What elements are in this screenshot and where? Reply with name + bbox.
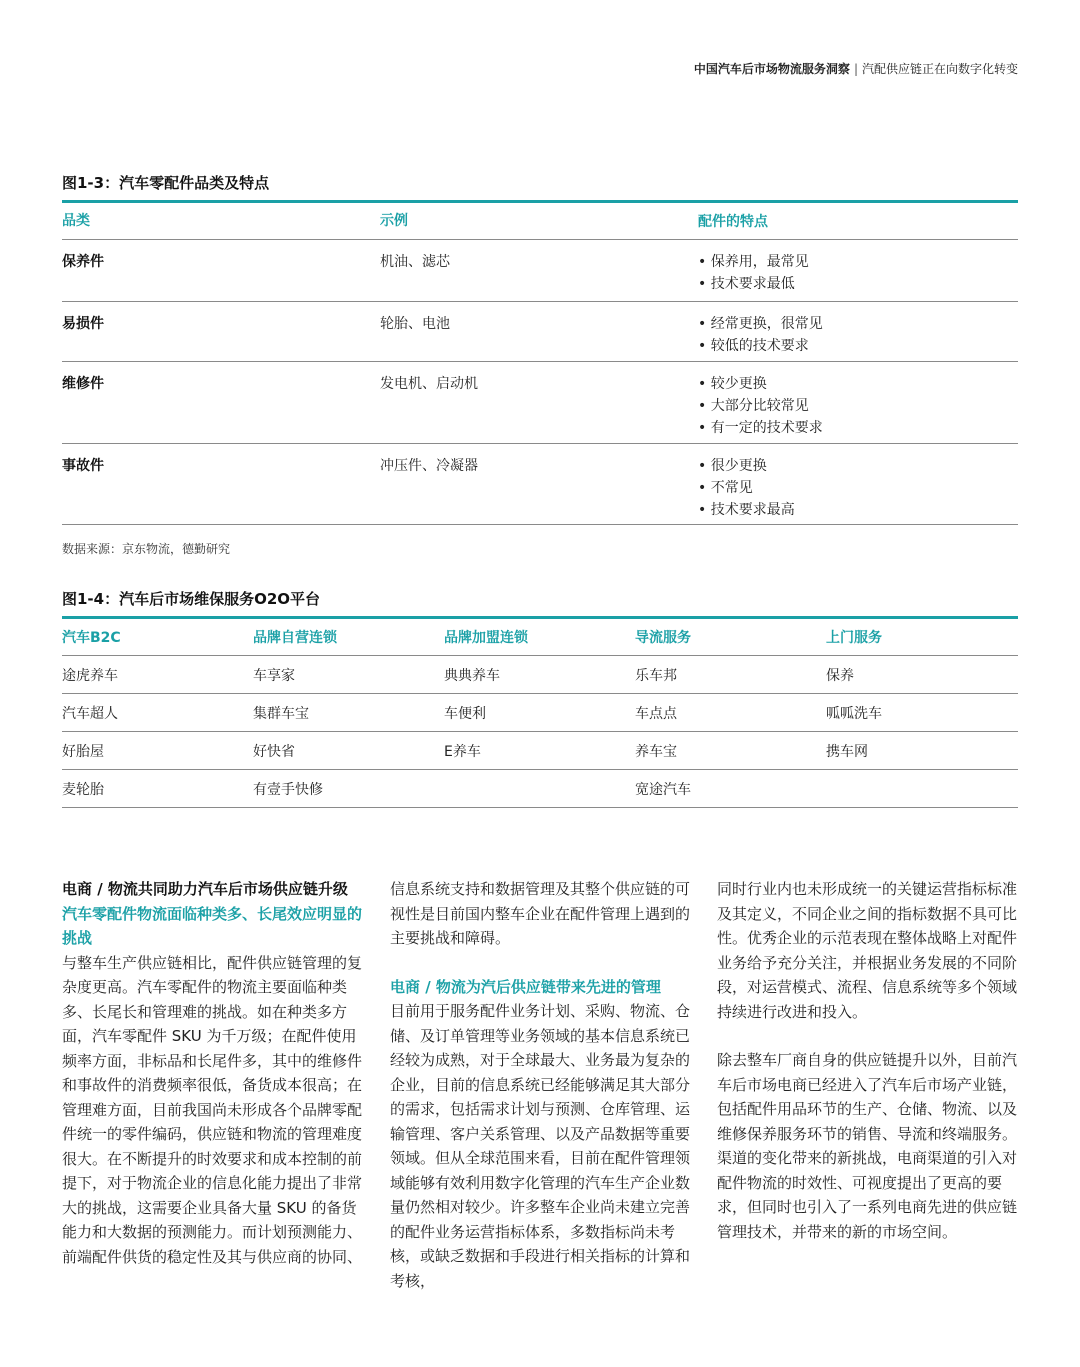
- body-paragraph: 除去整车厂商自身的供应链提升以外，目前汽车后市场电商已经进入了汽车后市场产业链，包括配件用品环节的生产、仓储、物流、以及维修保养服务环节的销售、导流和终端服务。渠道的变化带来的新挑战，电商渠道的引入对配件物流的时效性、可视度提出了更高的要求，但同时也引入了一系列电商先进的供应链管理技术，并带来的新的市场空间。: [717, 1051, 1018, 1241]
- figure-1-3-title: 图1-3：汽车零配件品类及特点: [62, 174, 270, 192]
- chapter-title: 汽配供应链正在向数字化转变: [861, 62, 1018, 76]
- table-header-row: [62, 203, 1018, 240]
- section-subheading: 汽车零配件物流面临种类多、长尾效应明显的挑战: [62, 904, 363, 947]
- report-title: 中国汽车后市场物流服务洞察: [693, 62, 850, 76]
- feature-item: • 大部分比较常见: [698, 395, 1018, 417]
- body-paragraph: 目前用于服务配件业务计划、采购、物流、仓储、及订单管理等业务领域的基本信息系统已经较为成熟，对于全球最大、业务最为复杂的企业，目前的信息系统已经能够满足其大部分的需求，包括需求计划与预测、仓库管理、运输管理、客户关系管理、以及产品数据等重要领域。但从全球范围来看，目前在配件管理领域能够有效利用数字化管理的汽车生产企业数量仍然相对较少。许多整车企业尚未建立完善的配件业务运营指标体系，多数指标尚未考核，或缺乏数据和手段进行相关指标的计算和考核，: [390, 1002, 691, 1290]
- features-cell: [698, 455, 1018, 521]
- table-cell: 途虎养车: [62, 667, 118, 684]
- table-cell: 好快省: [253, 743, 295, 760]
- header-separator: |: [853, 62, 858, 76]
- feature-item: • 较少更换: [698, 373, 1018, 395]
- paragraph-gap: [390, 951, 690, 975]
- body-paragraph: 与整车生产供应链相比，配件供应链管理的复杂度更高。汽车零配件的物流主要面临种类多、长尾长和管理难的挑战。如在种类多方面，汽车零配件 SKU 为千万级；在配件使用频率方面，非标品和长尾件多，其中的维修件和事故件的消费频率很低，备货成本很高；在管理难方面，目前我国尚未形成各个品牌零配件统一的零件编码，供应链和物流的管理难度很大。在不断提升的时效要求和成本控制的前提下，对于物流企业的信息化能力提出了非常大的挑战，这需要企业具备大量 SKU 的备货能力和大数据的预测能力。而计划预测能力、前端配件供货的稳定性及其与供应商的协同、: [62, 953, 363, 1266]
- o2o-platform-table: [62, 616, 1018, 808]
- parts-category-table: [62, 200, 1018, 525]
- article-column-3: [717, 877, 1017, 1244]
- table-cell: E养车: [444, 743, 481, 760]
- table-row: [62, 656, 1018, 694]
- header-self-operated-chain: 品牌自营连锁: [253, 630, 337, 646]
- features-cell: [698, 251, 1018, 295]
- table-row: [62, 240, 1018, 302]
- category-cell: 保养件: [62, 254, 104, 270]
- category-cell: 易损件: [62, 316, 104, 332]
- table-cell: 集群车宝: [253, 705, 309, 722]
- table-cell: 好胎屋: [62, 743, 104, 760]
- table-row: [62, 732, 1018, 770]
- body-paragraph: 信息系统支持和数据管理及其整个供应链的可视性是目前国内整车企业在配件管理上遇到的主要挑战和障碍。: [390, 880, 691, 947]
- table-cell: 汽车超人: [62, 705, 118, 722]
- feature-item: • 有一定的技术要求: [698, 417, 1018, 439]
- table-row: [62, 302, 1018, 362]
- header-category: 品类: [62, 213, 90, 229]
- article-column-2: [390, 877, 690, 1293]
- example-cell: 机油、滤芯: [380, 254, 450, 270]
- paragraph-gap: [717, 1024, 1017, 1048]
- table-row: [62, 444, 1018, 525]
- header-door-service: 上门服务: [826, 630, 882, 646]
- page-header: [694, 60, 1018, 77]
- table-row: [62, 362, 1018, 444]
- body-paragraph: 同时行业内也未形成统一的关键运营指标标准及其定义，不同企业之间的指标数据不具可比性。优秀企业的示范表现在整体战略上对配件业务给予充分关注，并根据业务发展的不同阶段，对运营模式、流程、信息系统等多个领域持续进行改进和投入。: [717, 880, 1018, 1021]
- table-row: [62, 770, 1018, 808]
- example-cell: 冲压件、冷凝器: [380, 458, 478, 474]
- features-cell: [698, 373, 1018, 439]
- table-cell: 携车网: [826, 743, 868, 760]
- header-example: 示例: [380, 213, 408, 229]
- table-cell: 宽途汽车: [635, 781, 691, 798]
- table-row: [62, 694, 1018, 732]
- category-cell: 维修件: [62, 376, 104, 392]
- table-cell: 车享家: [253, 667, 295, 684]
- feature-item: • 技术要求最高: [698, 499, 1018, 521]
- table-cell: 麦轮胎: [62, 781, 104, 798]
- feature-item: • 不常见: [698, 477, 1018, 499]
- section-subheading: 电商 / 物流为汽后供应链带来先进的管理: [390, 977, 661, 996]
- feature-item: • 保养用，最常见: [698, 251, 1018, 273]
- data-source-note: 数据来源：京东物流，德勤研究: [62, 542, 231, 556]
- table-header-row: [62, 619, 1018, 656]
- features-cell: [698, 313, 1018, 357]
- feature-item: • 技术要求最低: [698, 273, 1018, 295]
- example-cell: 轮胎、电池: [380, 316, 450, 332]
- header-features: 配件的特点: [698, 214, 768, 230]
- header-traffic-service: 导流服务: [635, 630, 691, 646]
- feature-item: • 经常更换，很常见: [698, 313, 1018, 335]
- article-column-1: [62, 877, 362, 1269]
- header-franchise-chain: 品牌加盟连锁: [444, 630, 528, 646]
- table-cell: 车点点: [635, 705, 677, 722]
- category-cell: 事故件: [62, 458, 104, 474]
- table-cell: 车便利: [444, 705, 486, 722]
- table-cell: 养车宝: [635, 743, 677, 760]
- table-cell: 乐车邦: [635, 667, 677, 684]
- figure-1-4-title: 图1-4：汽车后市场维保服务O2O平台: [62, 590, 321, 608]
- header-b2c: 汽车B2C: [62, 630, 121, 646]
- table-cell: 有壹手快修: [253, 781, 323, 798]
- feature-item: • 很少更换: [698, 455, 1018, 477]
- table-cell: 呱呱洗车: [826, 705, 882, 722]
- table-cell: 典典养车: [444, 667, 500, 684]
- section-heading: 电商 / 物流共同助力汽车后市场供应链升级: [62, 880, 348, 898]
- feature-item: • 较低的技术要求: [698, 335, 1018, 357]
- example-cell: 发电机、启动机: [380, 376, 478, 392]
- table-cell: 保养: [826, 667, 854, 684]
